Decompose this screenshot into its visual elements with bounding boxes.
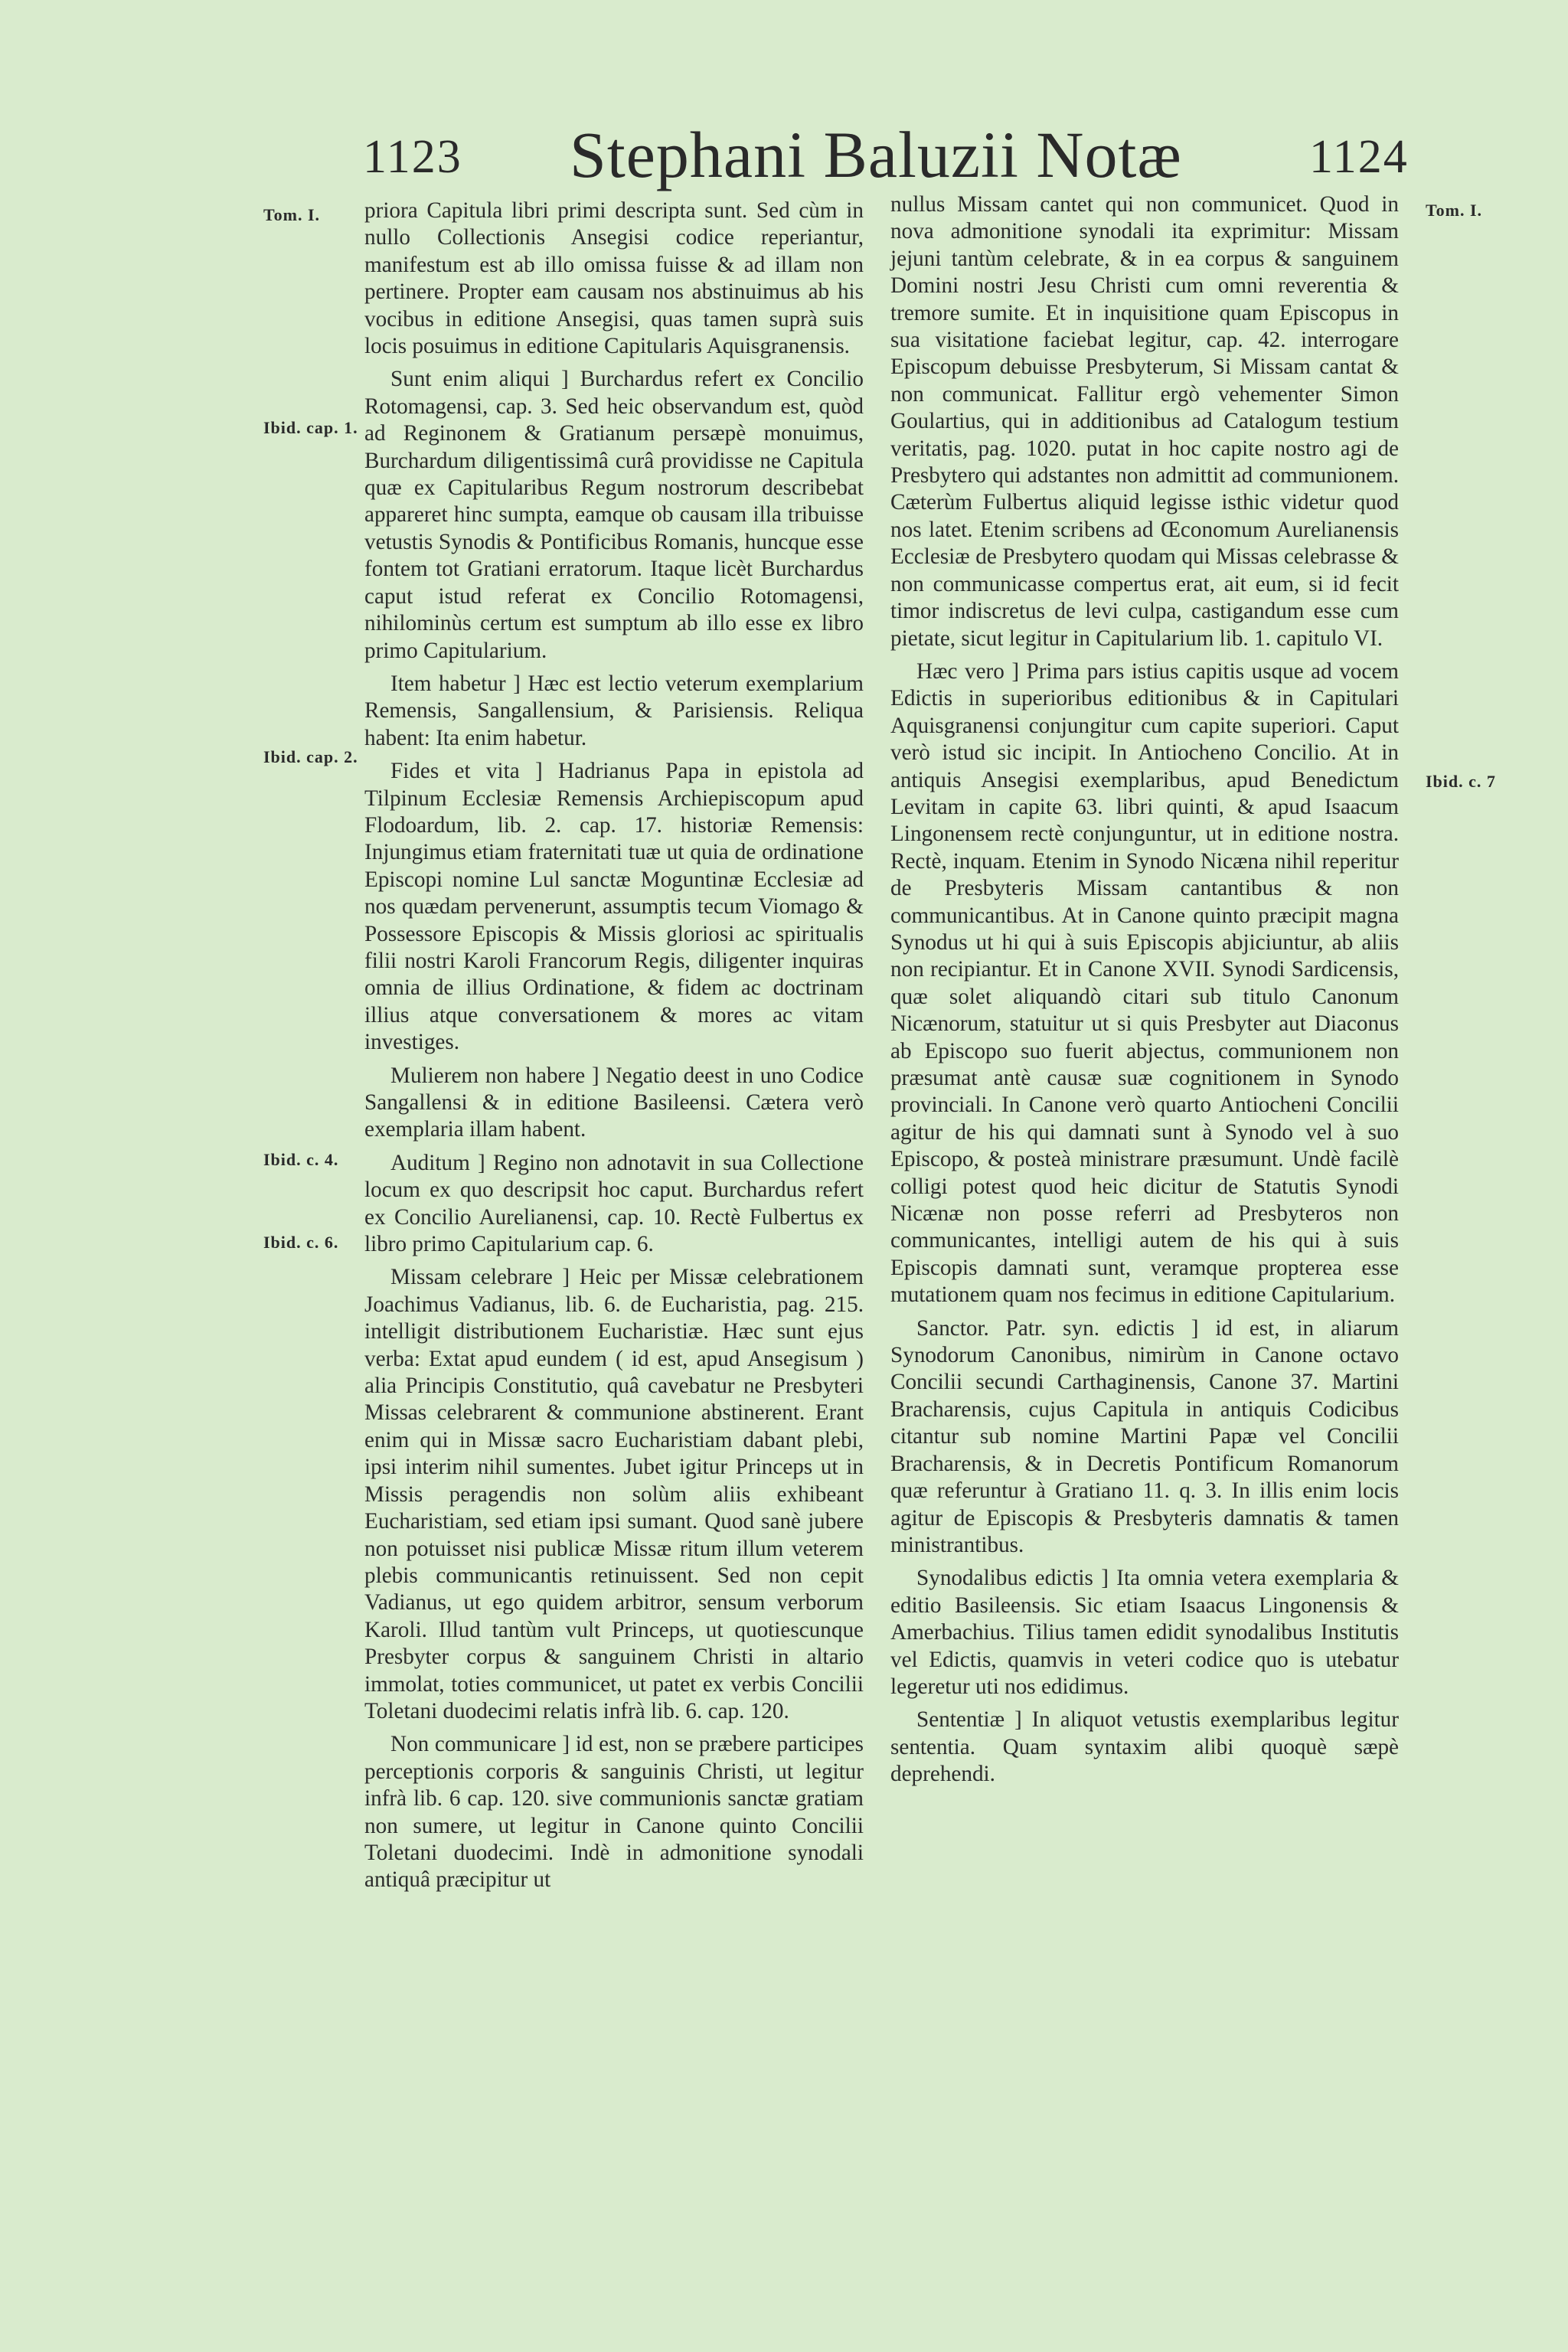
left-column [364,198,864,1900]
paragraph: Fides et vita ] Hadrianus Papa in epistola ad Tilpinum Ecclesiæ Remensis Archiepiscopum apud Flodoardum, lib. 2. cap. 17. historiæ Remensis: Injungimus etiam fraternitati tuæ ut quia de ordinatione Episcopi nomine Lul sanctæ Moguntinæ Ecclesiæ ad nos quædam pervenerunt, assumptis tecum Viomago & Possessore Episcopis & Missis gloriosi ac spiritualis filii nostri Karoli Francorum Regis, diligenter inquiras omnia de illius Ordinatione, & fidem ac doctrinam illius atque conversationem & mores ac vitam investiges. [364,759,864,1055]
margin-note: Ibid. c. 6. [263,1233,339,1252]
left-page-number: 1123 [363,131,462,183]
right-page-number: 1124 [1309,131,1409,183]
margin-note: Ibid. c. 7 [1426,772,1496,791]
paragraph: priora Capitula libri primi descripta sunt. Sed cùm in nullo Collectionis Ansegisi codice reperiantur, manifestum est ab illo omissa fuisse & ad illam non pertinere. Propter eam causam nos abstinuimus ab his vocibus in editione Ansegisi, quas tamen suprà suis locis posuimus in editione Capitularis Aquisgranensis. [364,198,864,359]
margin-note: Tom. I. [1426,201,1483,220]
paragraph: nullus Missam cantet qui non communicet. Quod in nova admonitione synodali ita exprimitur: Missam jejuni tantùm celebrate, & in ea corpus & sanguinem Domini nostri Jesu Christi cum omni reverentia & tremore sumite. Et in inquisitione quam Episcopus in sua visitatione faciebat legitur, cap. 42. interrogare Episcopum debuisse Presbyterum, Si Missam cantat & non communicat. Fallitur ergò vehementer Simon Goulartius, qui in additionibus ad Catalogum testium veritatis, pag. 1020. putat in hoc capite nostro agi de Presbytero qui adstantes non admittit ad communionem. Cæterùm Fulbertus aliquid legisse isthic videtur quod nos latet. Etenim scribens ad Œconomum Aurelianensis Ecclesiæ de Presbytero quodam qui Missas celebrasse & non communicasse compertus erat, ait eum, si id fecit timor indiscretus de levi culpa, castigandum esse cum pietate, sicut legitur in Capitularium lib. 1. capitulo VI. [890,192,1399,651]
margin-note: Ibid. cap. 2. [263,747,358,766]
paragraph: Hæc vero ] Prima pars istius capitis usque ad vocem Edictis in superioribus editionibus & in Capitulari Aquisgranensi conjungitur cum capite superiori. Caput verò istud sic incipit. In Antiocheno Concilio. At in antiquis Ansegisi exemplaribus, apud Benedictum Levitam in capite 63. libri quinti, & apud Isaacum Lingonensem rectè conjunguntur, ut in editione nostra. Rectè, inquam. Etenim in Synodo Nicæna nihil reperitur de Presbyteris Missam cantantibus & non communicantibus. At in Canone quinto præcipit magna Synodus ut hi qui à suis Episcopis abjiciuntur, ab aliis non recipiantur. Et in Canone XVII. Synodi Sardicensis, quæ solet aliquandò citari sub titulo Canonum Nicænorum, statuitur ut si quis Presbyter aut Diaconus ab Episcopo suo fuerit abjectus, communionem non præsumat antè causæ suæ cognitionem in Synodo provinciali. In Canone verò quarto Antiocheni Concilii agitur de his qui damnati sunt à Synodo vel à suo Episcopo, & posteà ministrare præsumunt. Undè facilè colligi potest quod heic dicitur de Statutis Synodi Nicænæ non posse referri ad Presbyteros non communicantes, intelligi autem de his qui à suis Episcopis damnati sunt, veramque propterea esse mutationem quam nos fecimus in editione Capitularium. [890,658,1399,1308]
paragraph: Non communicare ] id est, non se præbere participes perceptionis corporis & sanguinis Christi, ut legitur infrà lib. 6 cap. 120. sive communionis sanctæ gratiam non sumere, ut legitur in Canone quinto Concilii Toletani duodecimi. Indè in admonitione synodali antiquâ præcipitur ut [364,1732,864,1893]
paragraph: Sanctor. Patr. syn. edictis ] id est, in aliarum Synodorum Canonibus, nimirùm in Canone octavo Concilii secundi Carthaginensis, Canone 37. Martini Bracharensis, cujus Capitula in antiquis Codicibus citantur sub nomine Martini Papæ vel Concilii Bracharensis, & in Decretis Pontificum Romanorum quæ referuntur à Gratiano 11. q. 3. In illis enim locis agitur de Episcopis & Presbyteris damnatis & tamen ministrantibus. [890,1315,1399,1557]
page-title: Stephani Baluzii Notæ [570,118,1182,191]
right-column [890,191,1399,1795]
paragraph: Item habetur ] Hæc est lectio veterum exemplarium Remensis, Sangallensium, & Parisiensis. Reliqua habent: Ita enim habetur. [364,671,864,750]
paragraph: Missam celebrare ] Heic per Missæ celebrationem Joachimus Vadianus, lib. 6. de Eucharistia, pag. 215. intelligit distributionem Eucharistiæ. Hæc sunt ejus verba: Extat apud eundem ( id est, apud Ansegisum ) alia Principis Constitutio, quâ cavebatur ne Presbyteri Missas celebrarent & communione abstinerent. Erant enim qui in Missæ sacro Eucharistiam dabant plebi, ipsi interim nihil sumentes. Jubet igitur Princeps ut in Missis peragendis non solùm aliis exhibeant Eucharistiam, sed etiam ipsi sumant. Quod sanè jubere non potuisset nisi publicæ Missæ ritum illum veterem plebis communicantis retinuissent. Sed non cepit Vadianus, ut ego quidem arbitror, sensum verborum Karoli. Illud tantùm vult Princeps, ut quotiescunque Presbyter corpus & sanguinem Christi in altario immolat, toties communicet, ut patet ex verbis Concilii Toletani duodecimi relatis infrà lib. 6. cap. 120. [364,1265,864,1723]
margin-note: Ibid. cap. 1. [263,418,358,437]
margin-note: Ibid. c. 4. [263,1150,339,1169]
paragraph: Sunt enim aliqui ] Burchardus refert ex Concilio Rotomagensi, cap. 3. Sed heic observandum est, quòd ad Reginonem & Gratianum persæpè monuimus, Burchardum diligentissimâ curâ providisse ne Capitula quæ ex Capitularibus Regum nostrorum describebat appareret hinc sumpta, eamque ob causam illa tribuisse vetustis Synodis & Pontificibus Romanis, huncque esse fontem tot Gratiani erratorum. Itaque licèt Burchardus caput istud referat ex Concilio Rotomagensi, nihilominùs certum est sumptum ab illo esse ex libro primo Capitularium. [364,367,864,663]
paragraph: Auditum ] Regino non adnotavit in sua Collectione locum ex quo descripsit hoc caput. Burchardus refert ex Concilio Aurelianensi, cap. 10. Rectè Fulbertus ex libro primo Capitularium cap. 6. [364,1150,864,1257]
paragraph: Sententiæ ] In aliquot vetustis exemplaribus legitur sententia. Quam syntaxim alibi quoquè sæpè deprehendi. [890,1707,1399,1787]
paragraph: Mulierem non habere ] Negatio deest in uno Codice Sangallensi & in editione Basileensi. Cætera verò exemplaria illam habent. [364,1063,864,1142]
margin-note: Tom. I. [263,205,321,224]
paragraph: Synodalibus edictis ] Ita omnia vetera exemplaria & editio Basileensis. Sic etiam Isaacus Lingonensis & Amerbachius. Tilius tamen edidit synodalibus Institutis vel Edictis, quamvis in veteri codice quo is utebatur legeretur uti nos edidimus. [890,1566,1399,1699]
